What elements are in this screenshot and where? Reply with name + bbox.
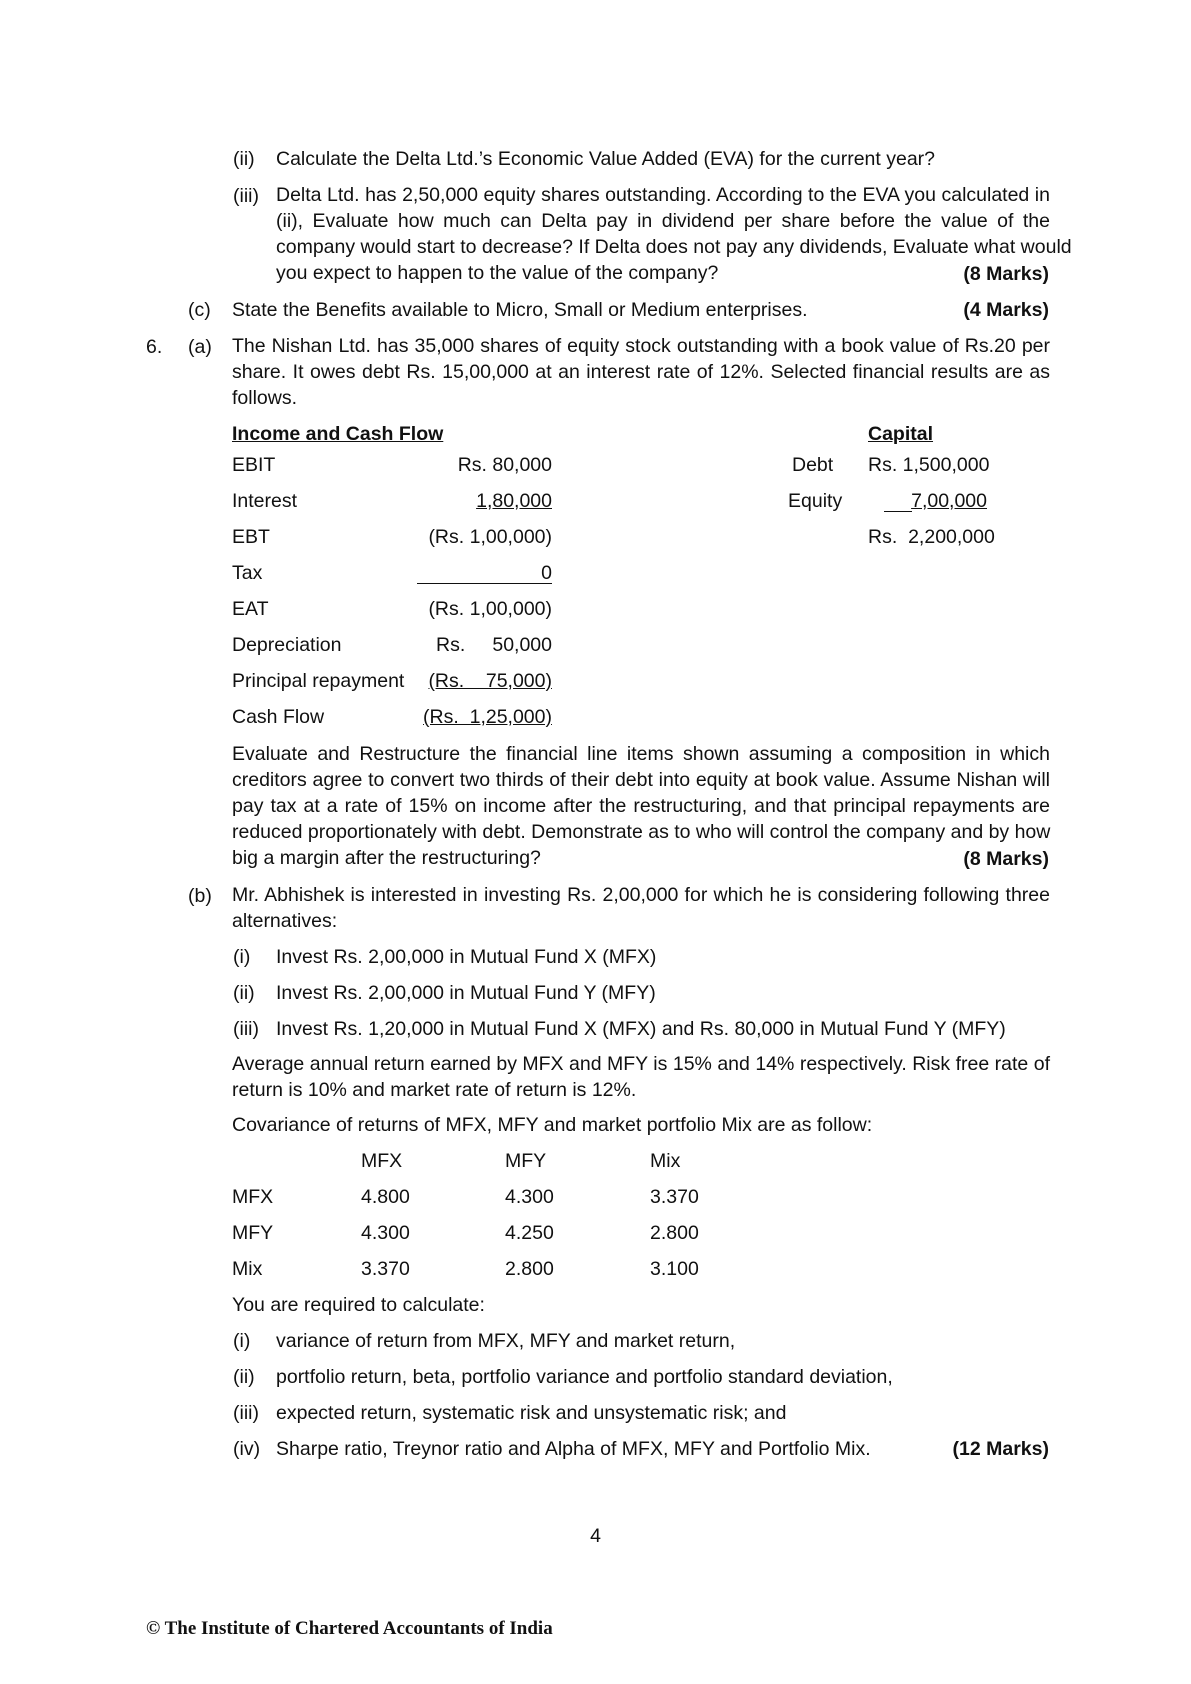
option-number: (ii) xyxy=(233,982,255,1004)
option-number: (iii) xyxy=(233,1018,259,1040)
capital-row-value: 7,00,000 xyxy=(911,490,987,512)
income-row-label: Depreciation xyxy=(232,634,342,656)
cov-cell: 4.250 xyxy=(505,1222,554,1244)
capital-row-label: Debt xyxy=(792,454,834,476)
q5-iii-number: (iii) xyxy=(233,185,259,207)
q6-a-restructure-line: creditors agree to convert two thirds of their debt into equity at book value. Assume Nishan will xyxy=(232,769,1050,791)
income-row-label: Tax xyxy=(232,562,263,584)
option-text: Invest Rs. 1,20,000 in Mutual Fund X (MFX) and Rs. 80,000 in Mutual Fund Y (MFY) xyxy=(276,1018,1006,1040)
q6-a-restructure xyxy=(232,741,1050,871)
cov-cell: 3.370 xyxy=(361,1258,410,1280)
income-row-label: EBT xyxy=(232,526,270,548)
q5-iii-line: Delta Ltd. has 2,50,000 equity shares outstanding. According to the EVA you calculated in xyxy=(276,184,1050,206)
q6-number: 6. xyxy=(146,336,163,358)
q5-ii-text: Calculate the Delta Ltd.’s Economic Value Added (EVA) for the current year? xyxy=(276,148,936,170)
q6-a-intro xyxy=(232,333,1050,411)
q6-b-intro-line: alternatives: xyxy=(232,910,338,932)
capital-total-value: Rs. 2,200,000 xyxy=(868,526,995,548)
option-text: Invest Rs. 2,00,000 in Mutual Fund Y (MFY) xyxy=(276,982,656,1004)
q6-a-restructure-line: reduced proportionately with debt. Demonstrate as to who will control the company and by how xyxy=(232,821,1051,843)
q5-iii-line: company would start to decrease? If Delta does not pay any dividends, Evaluate what would xyxy=(276,236,1072,258)
income-cash-flow-heading: Income and Cash Flow xyxy=(232,423,444,445)
task-number: (ii) xyxy=(233,1366,255,1388)
task-text: expected return, systematic risk and unsystematic risk; and xyxy=(276,1402,787,1424)
cov-header: MFX xyxy=(361,1150,403,1172)
income-row-label: Principal repayment xyxy=(232,670,405,692)
q6-a-intro-line: The Nishan Ltd. has 35,000 shares of equity stock outstanding with a book value of Rs.20 per xyxy=(232,335,1050,357)
capital-row-value: Rs. 1,500,000 xyxy=(868,454,990,476)
income-row-value: (Rs. 1,00,000) xyxy=(428,526,552,548)
q6-b-intro xyxy=(232,882,1050,934)
copyright-footer: © The Institute of Chartered Accountants of India xyxy=(146,1618,553,1639)
option-number: (i) xyxy=(233,946,251,968)
task-text: variance of return from MFX, MFY and market return, xyxy=(276,1330,736,1352)
income-row-value: (Rs. 1,00,000) xyxy=(428,598,552,620)
task-number: (i) xyxy=(233,1330,251,1352)
cov-cell: 4.300 xyxy=(505,1186,554,1208)
cov-cell: 2.800 xyxy=(505,1258,554,1280)
task-number: (iv) xyxy=(233,1438,261,1460)
q6-b-number: (b) xyxy=(188,885,212,907)
q5-c-text: State the Benefits available to Micro, Small or Medium enterprises. xyxy=(232,299,808,321)
q5-ii-number: (ii) xyxy=(233,148,255,170)
income-row-value: (Rs. 1,25,000) xyxy=(423,706,552,728)
q6-b-returns-line: return is 10% and market rate of return is 12%. xyxy=(232,1079,637,1101)
q6-a-restructure-line: pay tax at a rate of 15% on income after the restructuring, and that principal repayments are xyxy=(232,795,1050,817)
q5-iii-line: (ii), Evaluate how much can Delta pay in dividend per share before the value of the xyxy=(276,210,1050,232)
task-number: (iii) xyxy=(233,1402,259,1424)
required-intro: You are required to calculate: xyxy=(232,1294,485,1316)
cov-row-label: Mix xyxy=(232,1258,263,1280)
cov-header: MFY xyxy=(505,1150,547,1172)
tax-underline xyxy=(417,583,552,584)
capital-row-label: Equity xyxy=(788,490,843,512)
q6-a-restructure-line: Evaluate and Restructure the financial line items shown assuming a composition in which xyxy=(232,743,1050,765)
q6-a-marks: (8 Marks) xyxy=(963,848,1049,870)
q6-a-number: (a) xyxy=(188,336,212,358)
cov-row-label: MFY xyxy=(232,1222,274,1244)
q6-b-returns-line: Average annual return earned by MFX and MFY is 15% and 14% respectively. Risk free rate of xyxy=(232,1053,1050,1075)
task-text: portfolio return, beta, portfolio variance and portfolio standard deviation, xyxy=(276,1366,893,1388)
cov-row-label: MFX xyxy=(232,1186,274,1208)
page-number: 4 xyxy=(590,1525,601,1547)
q5-iii-line: you expect to happen to the value of the company? xyxy=(276,262,719,284)
income-row-label: Interest xyxy=(232,490,298,512)
cov-cell: 4.800 xyxy=(361,1186,410,1208)
q6-a-restructure-line: big a margin after the restructuring? xyxy=(232,847,541,869)
option-text: Invest Rs. 2,00,000 in Mutual Fund X (MFX) xyxy=(276,946,657,968)
income-row-value: Rs. 50,000 xyxy=(436,634,552,656)
q6-a-intro-line: share. It owes debt Rs. 15,00,000 at an interest rate of 12%. Selected financial results are as xyxy=(232,361,1050,383)
income-row-value: 1,80,000 xyxy=(476,490,552,512)
q6-b-marks: (12 Marks) xyxy=(952,1438,1049,1460)
income-row-value: 0 xyxy=(541,562,552,584)
q6-b-returns xyxy=(232,1051,1050,1103)
q5-c-number: (c) xyxy=(188,299,211,321)
q5-c-marks: (4 Marks) xyxy=(963,299,1049,321)
income-row-value: Rs. 80,000 xyxy=(457,454,552,476)
income-row-label: Cash Flow xyxy=(232,706,325,728)
q5-iii-marks: (8 Marks) xyxy=(963,263,1049,285)
cov-cell: 3.370 xyxy=(650,1186,699,1208)
income-row-label: EBIT xyxy=(232,454,276,476)
cov-header: Mix xyxy=(650,1150,681,1172)
income-row-value: (Rs. 75,000) xyxy=(428,670,552,692)
capital-heading: Capital xyxy=(868,423,934,445)
equity-underline xyxy=(884,511,912,512)
covariance-intro: Covariance of returns of MFX, MFY and market portfolio Mix are as follow: xyxy=(232,1114,873,1136)
q6-a-intro-line: follows. xyxy=(232,387,298,409)
task-text: Sharpe ratio, Treynor ratio and Alpha of MFX, MFY and Portfolio Mix. xyxy=(276,1438,871,1460)
q6-b-intro-line: Mr. Abhishek is interested in investing Rs. 2,00,000 for which he is considering following three xyxy=(232,884,1050,906)
cov-cell: 3.100 xyxy=(650,1258,699,1280)
q5-iii-text xyxy=(276,182,1072,286)
income-row-label: EAT xyxy=(232,598,269,620)
cov-cell: 4.300 xyxy=(361,1222,410,1244)
cov-cell: 2.800 xyxy=(650,1222,699,1244)
